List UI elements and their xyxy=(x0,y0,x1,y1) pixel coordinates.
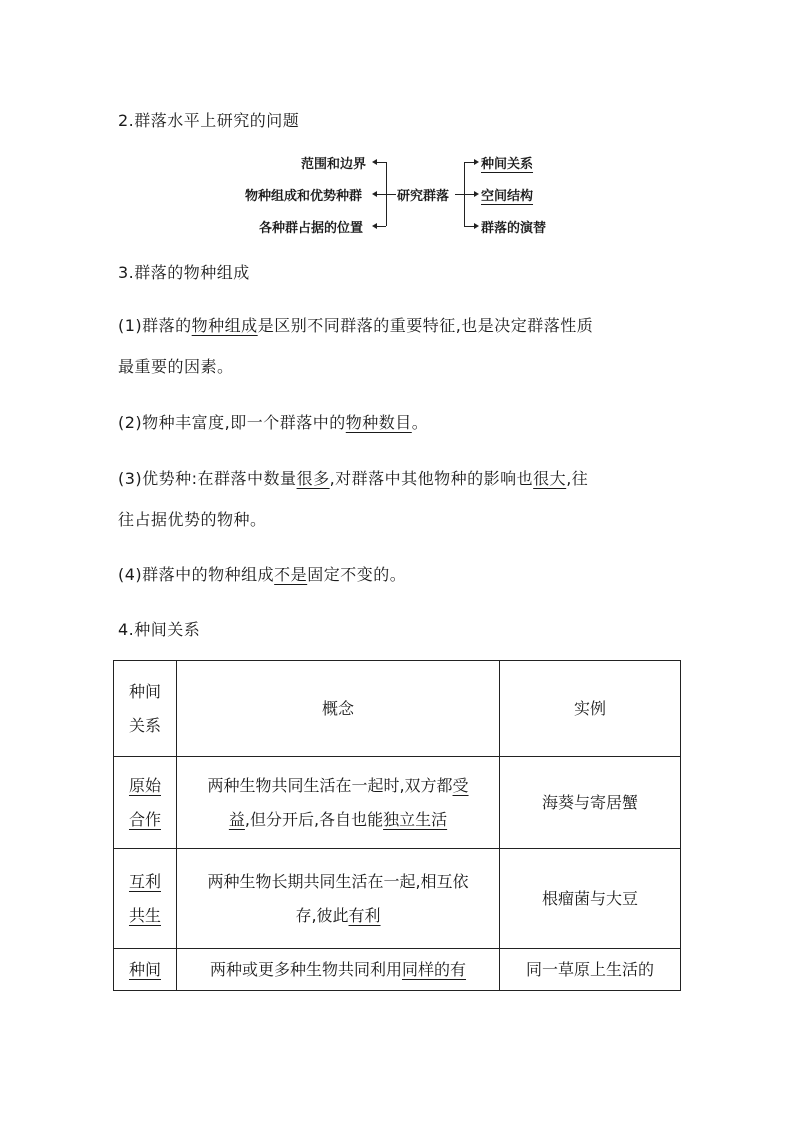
concept-cell: 两种生物共同生活在一起时,双方都受 益,但分开后,各自也能独立生活 xyxy=(177,757,500,849)
table-row xyxy=(114,949,681,991)
section-3-title: 3.群落的物种组成 xyxy=(118,263,250,282)
diagram-left-item: 范围和边界 xyxy=(301,157,367,172)
relation-cell: 原始 合作 xyxy=(114,757,177,849)
example-cell: 同一草原上生活的 xyxy=(500,949,681,991)
example-cell: 海葵与寄居蟹 xyxy=(500,757,681,849)
arrow-right-icon xyxy=(474,159,479,165)
arrow-right-icon xyxy=(474,223,479,229)
paragraph-1-line-1: (1)群落的物种组成是区别不同群落的重要特征,也是决定群落性质 xyxy=(118,316,594,335)
table-row xyxy=(114,757,681,849)
diagram-right-item: 群落的演替 xyxy=(481,221,547,236)
section-2-title: 2.群落水平上研究的问题 xyxy=(118,111,300,130)
section-4-title: 4.种间关系 xyxy=(118,620,201,639)
example-cell: 根瘤菌与大豆 xyxy=(500,849,681,949)
arrow-right-icon xyxy=(474,191,479,197)
diagram-left-item: 物种组成和优势种群 xyxy=(245,189,363,204)
concept-cell: 两种或更多种生物共同利用同样的有 xyxy=(177,949,500,991)
paragraph-3-line-1: (3)优势种:在群落中数量很多,对群落中其他物种的影响也很大,往 xyxy=(118,469,589,488)
paragraph-3-line-2: 往占据优势的物种。 xyxy=(118,510,267,529)
paragraph-2: (2)物种丰富度,即一个群落中的物种数目。 xyxy=(118,413,429,432)
header-example: 实例 xyxy=(500,661,681,757)
table-row xyxy=(114,849,681,949)
diagram-right-item: 空间结构 xyxy=(481,189,534,204)
concept-cell: 两种生物长期共同生活在一起,相互依 存,彼此有利 xyxy=(177,849,500,949)
paragraph-1-line-2: 最重要的因素。 xyxy=(118,357,234,376)
relation-cell: 互利 共生 xyxy=(114,849,177,949)
table-header-row xyxy=(114,661,681,757)
paragraph-4: (4)群落中的物种组成不是固定不变的。 xyxy=(118,565,407,584)
interspecific-relations-table xyxy=(113,660,681,991)
header-relation: 种间 关系 xyxy=(114,661,177,757)
relation-cell: 种间 xyxy=(114,949,177,991)
header-concept: 概念 xyxy=(177,661,500,757)
diagram-left-item: 各种群占据的位置 xyxy=(259,221,364,236)
diagram-center: 研究群落 xyxy=(397,189,450,204)
diagram-right-item: 种间关系 xyxy=(481,157,534,172)
left-bracket xyxy=(386,162,387,226)
